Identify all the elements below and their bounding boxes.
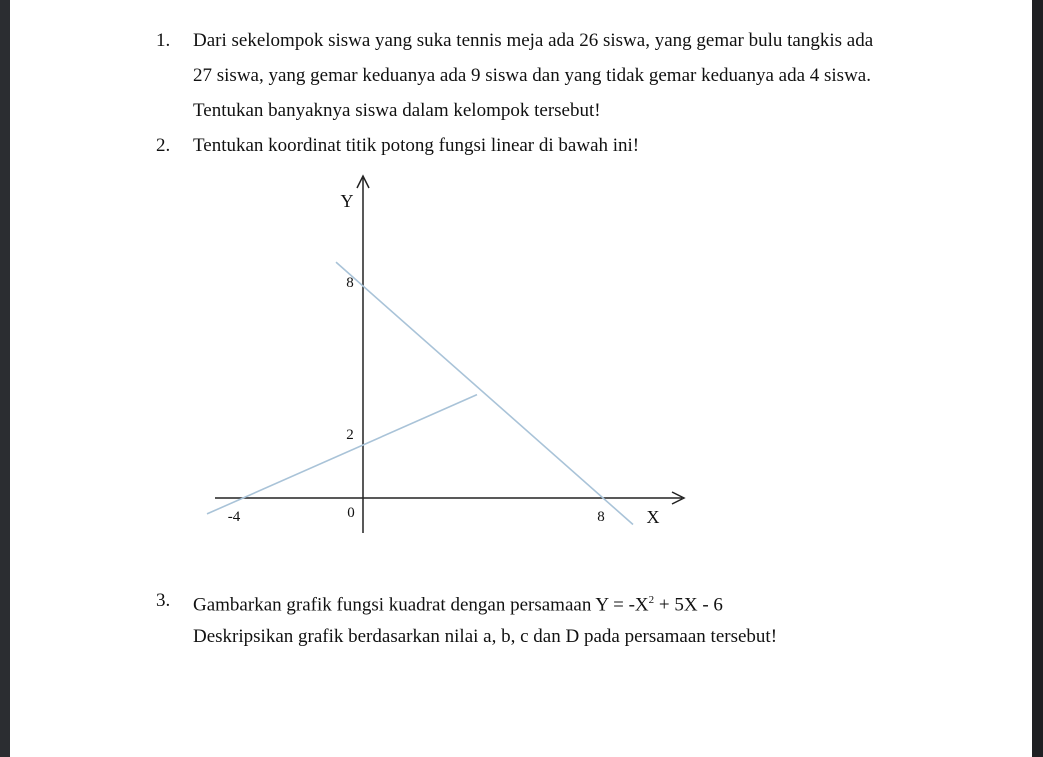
document-page [10,0,1032,757]
tick-label-x-8: 8 [597,509,605,525]
series-line-2 [336,262,633,524]
question-3-number: 3. [156,590,171,611]
question-3-exponent: 2 [648,594,655,606]
y-axis-label: Y [340,191,354,211]
question-3-line-1 [193,583,723,622]
question-2-line-1: Tentukan koordinat titik potong fungsi linear di bawah ini! [193,135,640,156]
question-3-equation-prefix: Gambarkan grafik fungsi kuadrat dengan persamaan Y = -X [193,594,649,616]
viewer-edge [1032,0,1043,757]
question-1-line-3: Tentukan banyaknya siswa dalam kelompok tersebut! [193,100,601,121]
question-1-number: 1. [156,30,171,51]
question-1-line-2: 27 siswa, yang gemar keduanya ada 9 siswa dan yang tidak gemar keduanya ada 4 siswa. [193,65,871,86]
tick-label-y-8: 8 [346,275,354,291]
x-axis-label: X [646,507,660,527]
series-line-1 [207,395,477,514]
question-2-number: 2. [156,135,171,156]
question-3-equation-suffix: + 5X - 6 [654,594,723,616]
tick-label-x-neg-4: -4 [227,509,241,525]
question-1-line-1: Dari sekelompok siswa yang suka tennis meja ada 26 siswa, yang gemar bulu tangkis ada [193,30,874,51]
tick-label-origin: 0 [347,505,355,521]
tick-label-y-2: 2 [346,427,354,443]
question-3-line-2: Deskripsikan grafik berdasarkan nilai a, b, c dan D pada persamaan tersebut! [193,626,778,647]
